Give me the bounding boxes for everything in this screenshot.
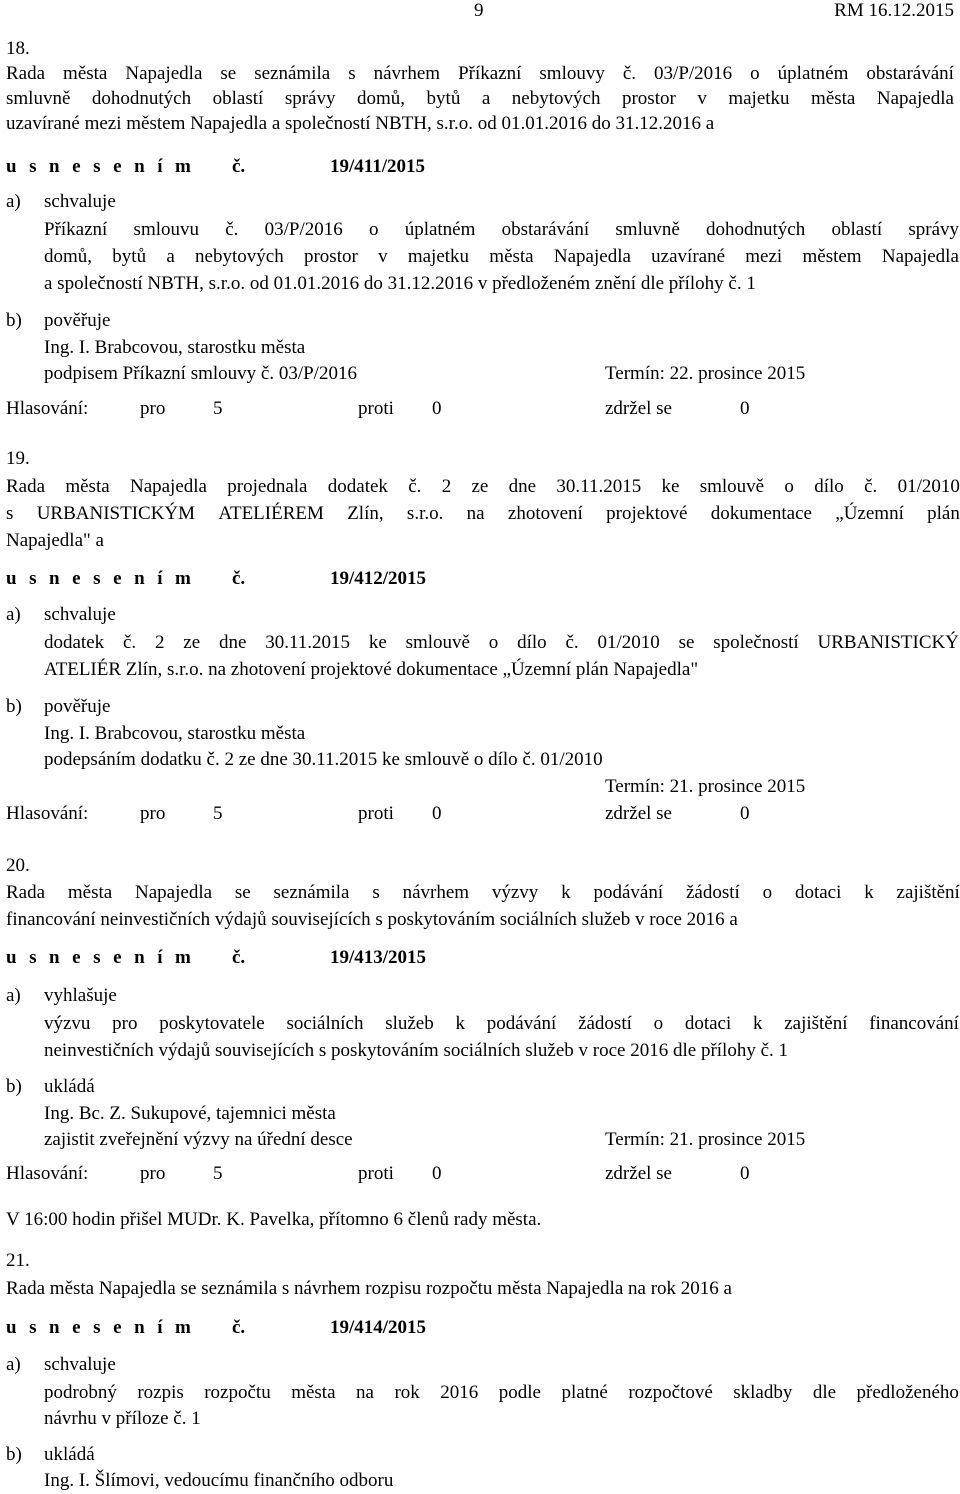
vote-abstain-count: 0 bbox=[740, 398, 750, 419]
vote-abstain: zdržel se bbox=[605, 803, 672, 824]
usneseni-c: č. bbox=[232, 568, 246, 589]
item-verb: pověřuje bbox=[44, 310, 111, 331]
vote-pro-count: 5 bbox=[213, 1163, 223, 1184]
vote-proti-count: 0 bbox=[432, 803, 442, 824]
item-text-line: návrhu v příloze č. 1 bbox=[44, 1408, 201, 1429]
section-intro-line: s URBANISTICKÝM ATELIÉREM Zlín, s.r.o. na zhotovení projektové dokumentace „Územní plán bbox=[6, 503, 960, 524]
vote-abstain: zdržel se bbox=[605, 1163, 672, 1184]
task-text: podpisem Příkazní smlouvy č. 03/P/2016 bbox=[44, 363, 357, 384]
usneseni-c: č. bbox=[232, 156, 246, 177]
section-number: 20. bbox=[6, 855, 30, 876]
vote-proti-count: 0 bbox=[432, 398, 442, 419]
attendance-note: V 16:00 hodin přišel MUDr. K. Pavelka, přítomno 6 členů rady města. bbox=[6, 1209, 542, 1230]
vote-label: Hlasování: bbox=[6, 1163, 89, 1184]
section-intro-line: Napajedla" a bbox=[6, 530, 104, 551]
item-verb: schvaluje bbox=[44, 191, 116, 212]
responsible-person: Ing. Bc. Z. Sukupové, tajemnici města bbox=[44, 1103, 336, 1124]
item-text-line: ATELIÉR Zlín, s.r.o. na zhotovení projektové dokumentace „Územní plán Napajedla" bbox=[44, 659, 699, 680]
vote-pro: pro bbox=[140, 1163, 166, 1184]
section-intro-line: Rada města Napajedla se seznámila s návrhem výzvy k podávání žádostí o dotaci k zajištění bbox=[6, 882, 960, 903]
item-label: b) bbox=[6, 1076, 22, 1097]
item-verb: pověřuje bbox=[44, 696, 111, 717]
task-text: zajistit zveřejnění výzvy na úřední desce bbox=[44, 1129, 353, 1150]
item-label: a) bbox=[6, 191, 21, 212]
item-label: a) bbox=[6, 985, 21, 1006]
item-verb: vyhlašuje bbox=[44, 985, 117, 1006]
vote-proti-count: 0 bbox=[432, 1163, 442, 1184]
vote-pro-count: 5 bbox=[213, 803, 223, 824]
section-intro-line: financování neinvestičních výdajů souvisejících s poskytováním sociálních služeb v roce 2016 a bbox=[6, 909, 738, 930]
vote-proti: proti bbox=[358, 398, 394, 419]
item-label: b) bbox=[6, 696, 22, 717]
item-text-line: podrobný rozpis rozpočtu města na rok 2016 podle platné rozpočtové skladby dle předloženého bbox=[44, 1382, 959, 1403]
vote-abstain-count: 0 bbox=[740, 1163, 750, 1184]
responsible-person: Ing. I. Brabcovou, starostku města bbox=[44, 723, 306, 744]
item-verb: ukládá bbox=[44, 1076, 95, 1097]
vote-abstain-count: 0 bbox=[740, 803, 750, 824]
responsible-person: Ing. I. Šlímovi, vedoucímu finančního odboru bbox=[44, 1470, 394, 1491]
usneseni-label: u s n e s e n í m bbox=[6, 1317, 195, 1338]
resolution-number: 19/412/2015 bbox=[330, 568, 427, 589]
item-label: b) bbox=[6, 310, 22, 331]
resolution-number: 19/411/2015 bbox=[330, 156, 426, 177]
item-label: a) bbox=[6, 1354, 21, 1375]
section-intro-line: uzavírané mezi městem Napajedla a společností NBTH, s.r.o. od 01.01.2016 do 31.12.2016 a bbox=[6, 113, 715, 134]
vote-proti: proti bbox=[358, 1163, 394, 1184]
vote-pro: pro bbox=[140, 803, 166, 824]
usneseni-c: č. bbox=[232, 1317, 246, 1338]
header-date: RM 16.12.2015 bbox=[834, 0, 954, 21]
item-verb: schvaluje bbox=[44, 604, 116, 625]
item-text-line: neinvestičních výdajů souvisejících s poskytováním sociálních služeb v roce 2016 dle přílohy č. 1 bbox=[44, 1040, 789, 1061]
usneseni-label: u s n e s e n í m bbox=[6, 156, 195, 177]
resolution-number: 19/413/2015 bbox=[330, 947, 427, 968]
section-number: 18. bbox=[6, 38, 30, 59]
resolution-number: 19/414/2015 bbox=[330, 1317, 427, 1338]
vote-proti: proti bbox=[358, 803, 394, 824]
item-text-line: dodatek č. 2 ze dne 30.11.2015 ke smlouvě o dílo č. 01/2010 se společností URBANISTICKÝ bbox=[44, 632, 959, 653]
deadline: Termín: 21. prosince 2015 bbox=[605, 776, 806, 797]
section-intro-line: smluvně dohodnutých oblastí správy domů, bytů a nebytových prostor v majetku města Napajedla bbox=[6, 88, 954, 109]
section-intro-line: Rada města Napajedla se seznámila s návrhem Příkazní smlouvy č. 03/P/2016 o úplatném obstarávání bbox=[6, 63, 954, 84]
item-text-line: výzvu pro poskytovatele sociálních služeb k podávání žádostí o dotaci k zajištění financování bbox=[44, 1013, 959, 1034]
item-text-line: domů, bytů a nebytových prostor v majetku města Napajedla uzavírané mezi městem Napajedla bbox=[44, 246, 959, 267]
section-number: 19. bbox=[6, 448, 30, 469]
item-text-line: Příkazní smlouvu č. 03/P/2016 o úplatném obstarávání smluvně dohodnutých oblastí správy bbox=[44, 219, 959, 240]
vote-label: Hlasování: bbox=[6, 803, 89, 824]
item-label: a) bbox=[6, 604, 21, 625]
usneseni-label: u s n e s e n í m bbox=[6, 568, 195, 589]
vote-pro: pro bbox=[140, 398, 166, 419]
vote-label: Hlasování: bbox=[6, 398, 89, 419]
section-intro-line: Rada města Napajedla projednala dodatek č. 2 ze dne 30.11.2015 ke smlouvě o dílo č. 01/2010 bbox=[6, 476, 960, 497]
usneseni-label: u s n e s e n í m bbox=[6, 947, 195, 968]
deadline: Termín: 22. prosince 2015 bbox=[605, 363, 806, 384]
page-number: 9 bbox=[474, 0, 484, 21]
usneseni-c: č. bbox=[232, 947, 246, 968]
deadline: Termín: 21. prosince 2015 bbox=[605, 1129, 806, 1150]
item-verb: schvaluje bbox=[44, 1354, 116, 1375]
responsible-person: Ing. I. Brabcovou, starostku města bbox=[44, 337, 306, 358]
task-text: podepsáním dodatku č. 2 ze dne 30.11.2015 ke smlouvě o dílo č. 01/2010 bbox=[44, 749, 603, 770]
item-verb: ukládá bbox=[44, 1444, 95, 1465]
section-intro-line: Rada města Napajedla se seznámila s návrhem rozpisu rozpočtu města Napajedla na rok 2016 a bbox=[6, 1278, 732, 1299]
vote-abstain: zdržel se bbox=[605, 398, 672, 419]
vote-pro-count: 5 bbox=[213, 398, 223, 419]
section-number: 21. bbox=[6, 1250, 30, 1271]
item-label: b) bbox=[6, 1444, 22, 1465]
item-text-line: a společností NBTH, s.r.o. od 01.01.2016 do 31.12.2016 v předloženém znění dle přílohy č. 1 bbox=[44, 273, 756, 294]
